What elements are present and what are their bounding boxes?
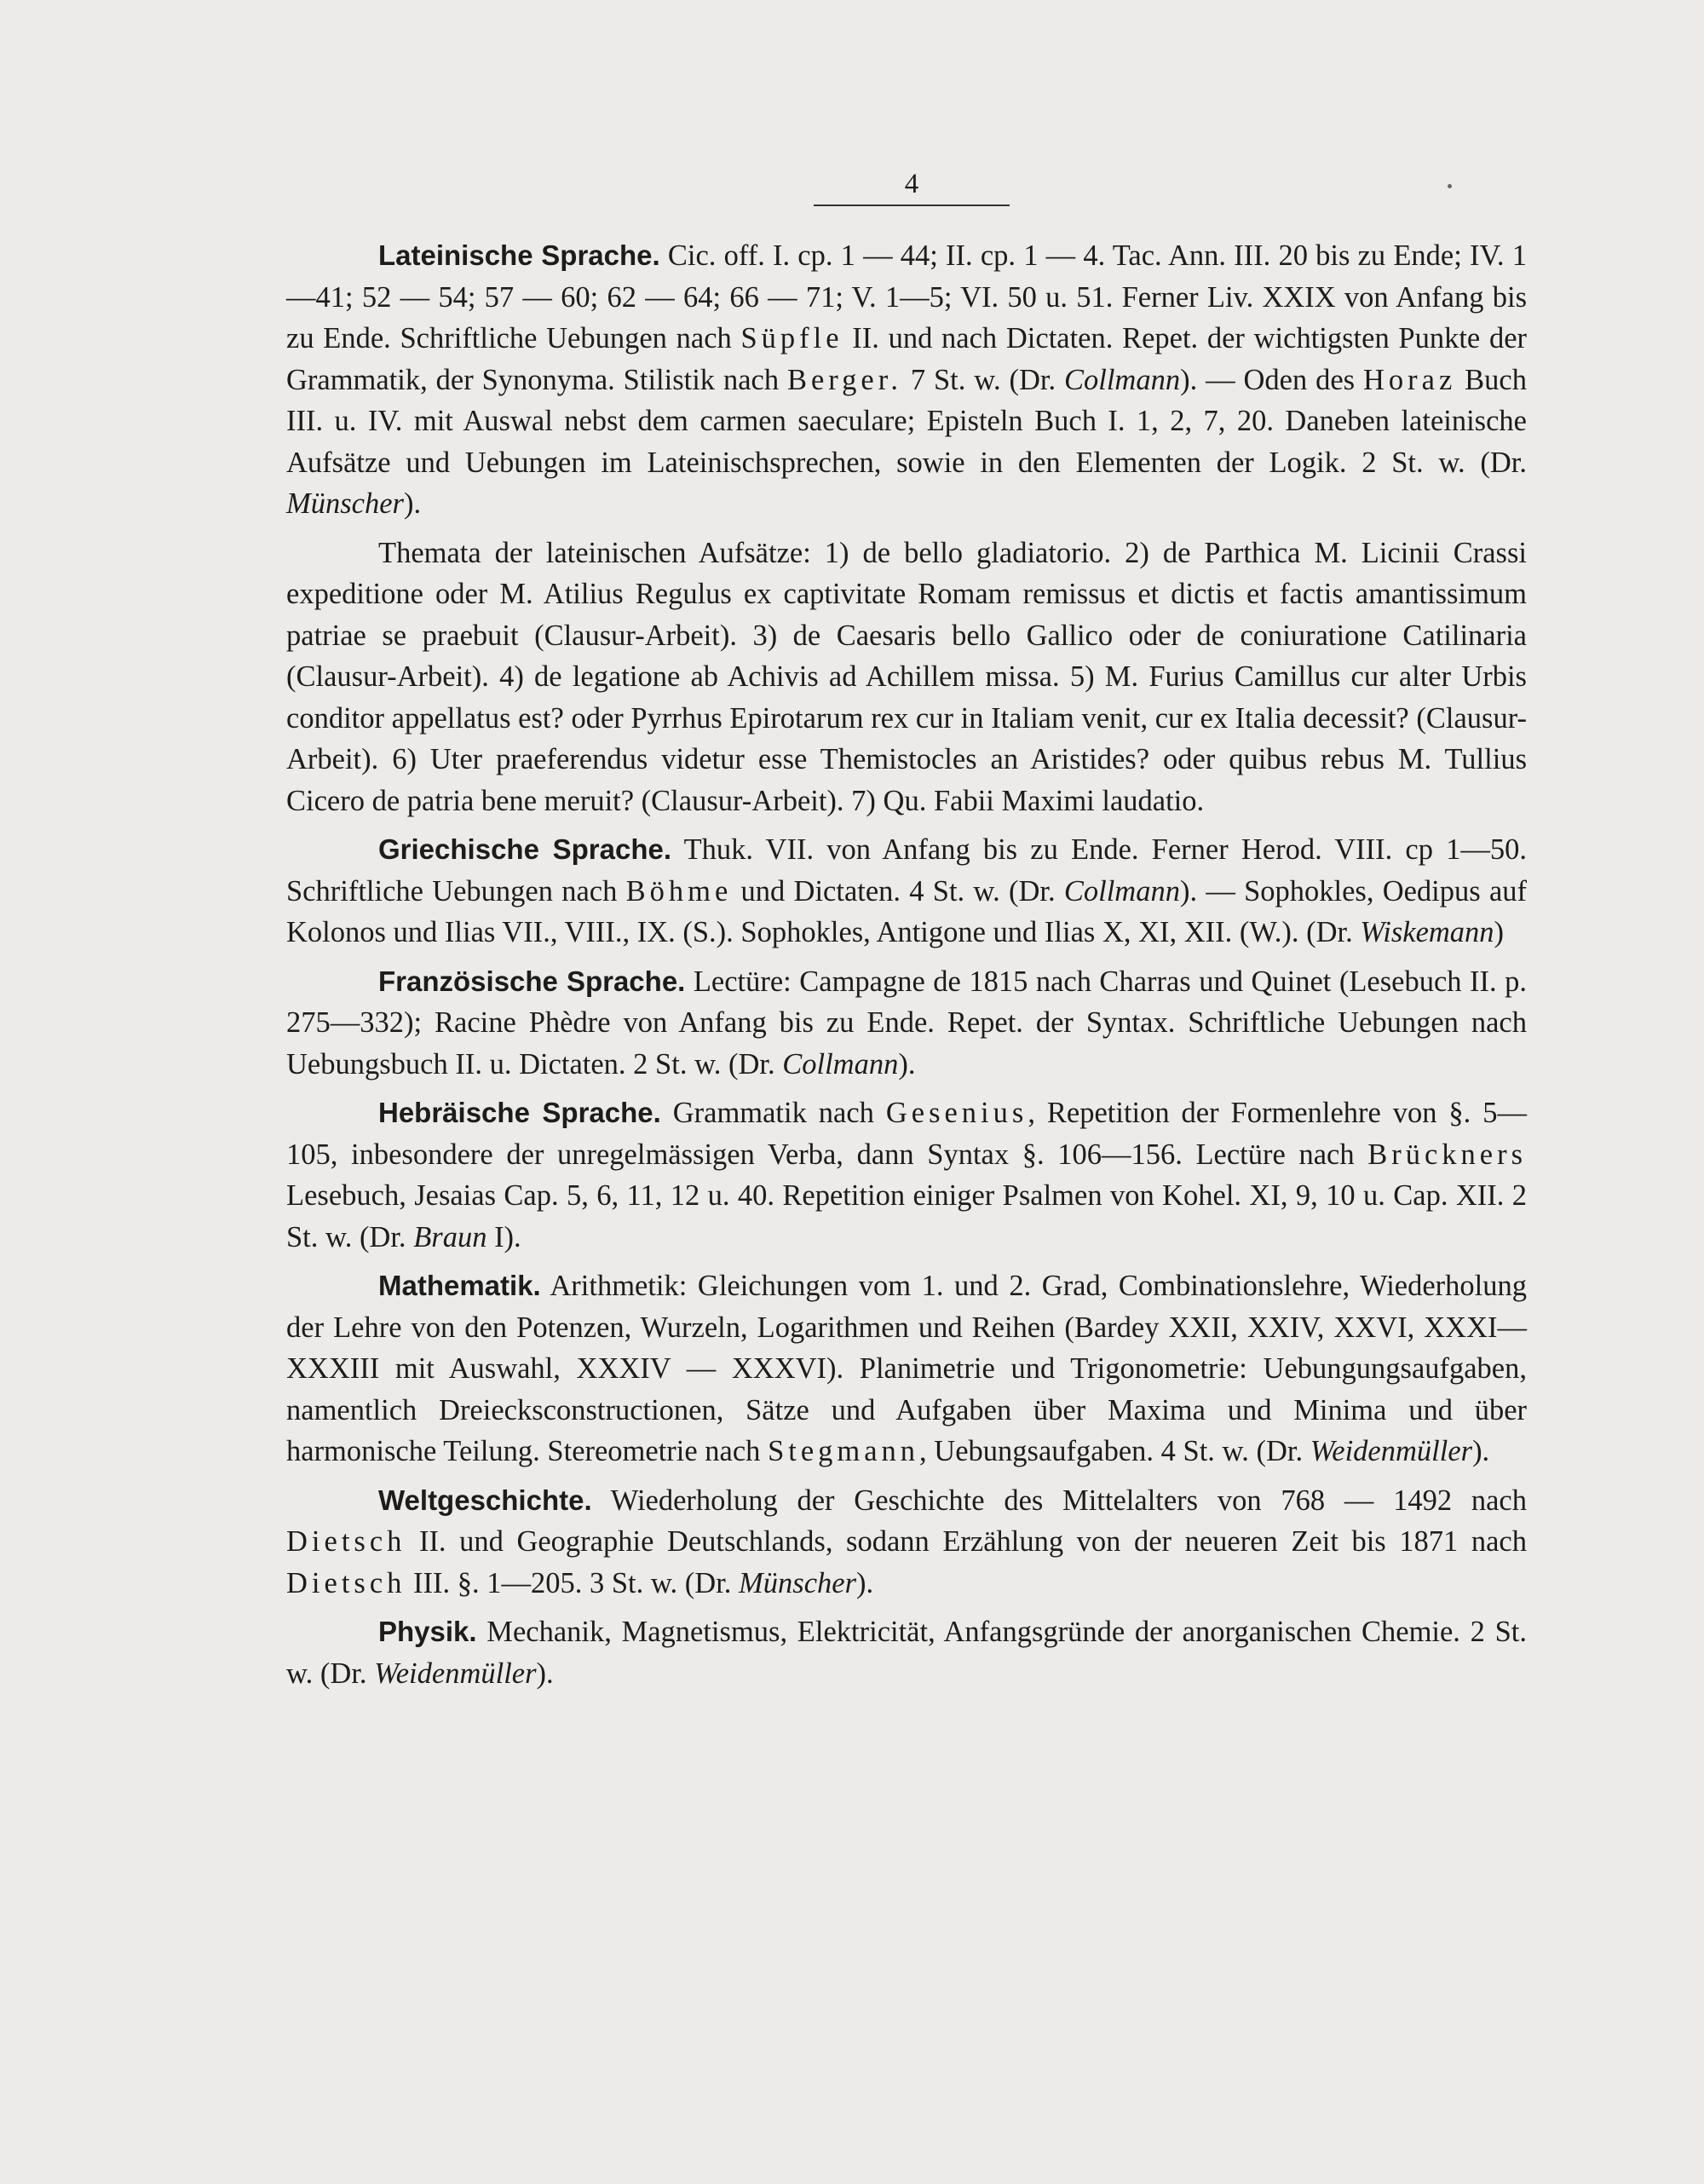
text-run: ). bbox=[536, 1657, 554, 1690]
paragraph-franzoesische-sprache bbox=[286, 961, 1527, 1086]
text-run: Wiederholung der Geschichte des Mittelalters von 768 — 1492 nach bbox=[591, 1484, 1527, 1517]
paragraph-weltgeschichte bbox=[286, 1480, 1527, 1605]
section-heading-physik: Physik. bbox=[378, 1616, 477, 1647]
paragraph-mathematik bbox=[286, 1265, 1527, 1472]
paragraph-physik bbox=[286, 1611, 1527, 1694]
spaced-name: Berger. bbox=[786, 363, 902, 396]
section-heading-latein: Lateinische Sprache. bbox=[378, 239, 660, 271]
section-heading-hebraeisch: Hebräische Sprache. bbox=[378, 1097, 661, 1128]
teacher-name: Collmann bbox=[1063, 363, 1181, 396]
text-run: Mechanik, Magnetismus, Elektricität, Anfangsgründe der anorganischen Chemie. 2 St. w. (Dr. bbox=[286, 1616, 1527, 1690]
text-run: ). bbox=[1472, 1435, 1490, 1467]
text-run: ). bbox=[403, 487, 422, 520]
spaced-name: Brückners bbox=[1367, 1138, 1527, 1171]
text-run: , Repetition der Formenlehre von §. 5—105, inbesondere der unregelmässigen Verba, dann Syntax §. 106—156. Lectüre nach bbox=[286, 1097, 1527, 1171]
teacher-name: Wiskemann bbox=[1360, 916, 1494, 948]
teacher-name: Weidenmüller bbox=[1310, 1435, 1473, 1467]
text-run: ). bbox=[898, 1047, 916, 1080]
text-run: II. und Geographie Deutschlands, sodann Erzählung von der neueren Zeit bis 1871 nach bbox=[406, 1525, 1527, 1558]
text-run: ) bbox=[1494, 916, 1505, 948]
page-number: 4 bbox=[814, 167, 1010, 206]
teacher-name: Münscher bbox=[286, 487, 404, 520]
section-heading-griechisch: Griechische Sprache. bbox=[378, 833, 672, 865]
text-run: Cic. off. I. cp. 1 — 44; II. cp. 1 — 4. Tac. Ann. III. 20 bis zu Ende; IV. 1—41; 52 — 54; 57 — 60; 62 — 64; 66 — 71; V. 1—5; VI. 50 u. 51. Ferner Liv. XXIX von Anfang bis zu Ende. Schriftliche Uebungen nach bbox=[286, 239, 1527, 354]
spaced-name: Stegmann bbox=[768, 1435, 920, 1467]
paragraph-griechische-sprache bbox=[286, 829, 1527, 954]
spaced-name: Böhme bbox=[625, 874, 733, 908]
teacher-name: Collmann bbox=[1063, 874, 1180, 908]
paragraph-hebraeische-sprache bbox=[286, 1092, 1527, 1258]
text-run: ). — Sophokles, Oedipus auf Kolonos und Ilias VII., VIII., IX. (S.). Sophokles, Antigone und Ilias X, XI, XII. (W.). (Dr. bbox=[286, 874, 1527, 948]
text-run: Grammatik nach bbox=[660, 1097, 886, 1129]
paragraph-lateinische-sprache bbox=[286, 235, 1527, 525]
text-run: Buch III. u. IV. mit Auswal nebst dem carmen saeculare; Episteln Buch I. 1, 2, 7, 20. Daneben lateinische Aufsätze und Uebungen im Lateinischsprechen, sowie in den Elementen der Logik. 2 St. w. (Dr. bbox=[286, 363, 1527, 479]
spaced-name: Gesenius bbox=[885, 1097, 1028, 1129]
text-run: und Dictaten. 4 St. w. (Dr. bbox=[732, 874, 1064, 908]
text-run: Lectüre: Campagne de 1815 nach Charras und Quinet (Lesebuch II. p. 275—332); Racine Phèdre von Anfang bis zu Ende. Repet. der Syntax. Schriftliche Uebungen nach Uebungsbuch II. u. Dictaten. 2 St. w. (Dr. bbox=[286, 965, 1527, 1080]
spaced-name: Dietsch bbox=[286, 1566, 406, 1599]
teacher-name: Braun bbox=[413, 1220, 487, 1253]
scan-speck bbox=[1448, 184, 1452, 188]
text-run: ). — Oden des bbox=[1180, 363, 1363, 396]
spaced-name: Süpfle bbox=[740, 322, 843, 354]
section-heading-franzoesisch: Französische Sprache. bbox=[378, 965, 686, 997]
text-run: Arithmetik: Gleichungen vom 1. und 2. Grad, Combinationslehre, Wiederholung der Lehre von den Potenzen, Wurzeln, Logarithmen und Reihen (Bardey XXII, XXIV, XXVI, XXXI—XXXIII mit Auswahl, XXXIV — XXXVI). Planimetrie und Trigonometrie: Uebungungsaufgaben, namentlich Dreiecksconstructionen, Sätze und Aufgaben über Maxima und Minima und über harmonische Teilung. Stereometrie nach bbox=[286, 1270, 1527, 1467]
text-run: III. §. 1—205. 3 St. w. (Dr. bbox=[406, 1566, 740, 1599]
text-run: I). bbox=[486, 1220, 521, 1253]
body-text bbox=[286, 235, 1527, 1702]
teacher-name: Weidenmüller bbox=[374, 1657, 537, 1690]
section-heading-weltgeschichte: Weltgeschichte. bbox=[378, 1484, 592, 1516]
spaced-name: Dietsch bbox=[286, 1525, 406, 1558]
teacher-name: Collmann bbox=[782, 1047, 899, 1080]
text-run: Thuk. VII. von Anfang bis zu Ende. Ferner Herod. VIII. cp 1—50. Schriftliche Uebungen nach bbox=[286, 833, 1527, 908]
text-run: II. und nach Dictaten. Repet. der wichtigsten Punkte der Grammatik, der Synonyma. Stilistik nach bbox=[286, 322, 1527, 396]
text-run: , Uebungsaufgaben. 4 St. w. (Dr. bbox=[919, 1435, 1310, 1467]
spaced-name: Horaz bbox=[1363, 363, 1457, 396]
teacher-name: Münscher bbox=[739, 1566, 857, 1599]
section-heading-mathematik: Mathematik. bbox=[378, 1270, 541, 1301]
text-run: Lesebuch, Jesaias Cap. 5, 6, 11, 12 u. 40. Repetition einiger Psalmen von Kohel. XI, 9, 10 u. Cap. XII. 2 St. w. (Dr. bbox=[286, 1179, 1527, 1253]
paragraph-themata: Themata der lateinischen Aufsätze: 1) de bello gladiatorio. 2) de Parthica M. Licinii Crassi expeditione oder M. Atilius Regulus ex captivitate Romam remissus et dictis et factis amantissimum patriae se praebuit (Clausur-Arbeit). 3) de Caesaris bello Gallico oder de coniuratione Catilinaria (Clausur-Arbeit). 4) de legatione ab Achivis ad Achillem missa. 5) M. Furius Camillus cur alter Urbis conditor appellatus est? oder Pyrrhus Epirotarum rex cur in Italiam venit, cur ex Italia decessit? (Clausur-Arbeit). 6) Uter praeferendus videtur esse Themistocles an Aristides? oder quibus rebus M. Tullius Cicero de patria bene meruit? (Clausur-Arbeit). 7) Qu. Fabii Maximi laudatio. bbox=[286, 536, 1527, 817]
text-run: ). bbox=[856, 1566, 874, 1599]
text-run: 7 St. w. (Dr. bbox=[901, 363, 1064, 396]
